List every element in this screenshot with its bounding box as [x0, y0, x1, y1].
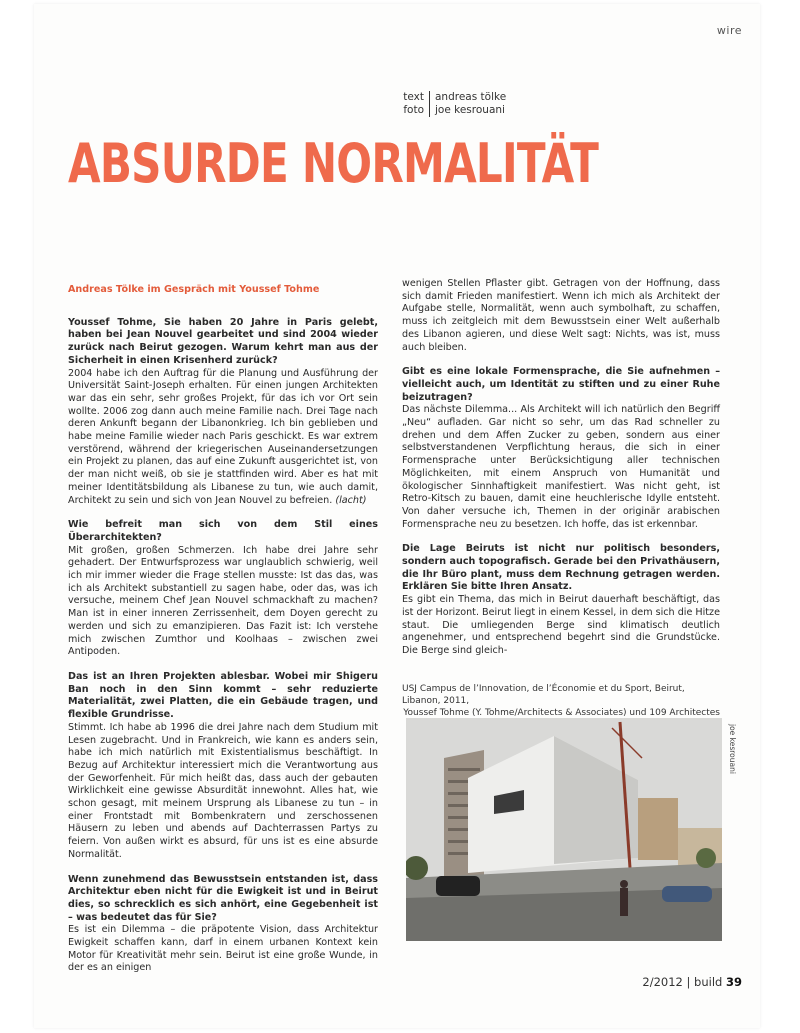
question-2: Wie befreit man sich von dem Stil eines Überarchitekten? [68, 519, 378, 543]
photo-caption [402, 683, 720, 719]
right-column [402, 278, 720, 670]
question-1: Youssef Tohme, Sie haben 20 Jahre in Paris gelebt, haben bei Jean Nouvel gearbeitet und sind 2004 wieder zurück nach Beirut gezogen. Warum kehrt man aus der Sicherheit in einen Krisenherd zurück? [68, 316, 378, 366]
building-photo-illustration [406, 718, 722, 941]
answer-5: Das nächste Dilemma... Als Architekt will ich natürlich den Begriff „Neu“ aufladen. Gar nicht so sehr, um das Rad schneller zu drehen und dem Affen Zucker zu geben, sondern aus einer selbstverstandenen Verpflichtung heraus, die sich in einer Formensprache unter Berücksichtigung aller technischen Möglichkeiten, mit einem Anspruch von Humanität und ökologischer Sinnhaftigkeit manifestiert. Was nicht geht, ist Retro-Kitsch zu bauen, damit eine heuchlerische Idylle entsteht. Von daher versuche ich, Themen in der originär arabischen Formensprache neu zu besetzen. Ich hoffe, das ist erkennbar. [402, 404, 720, 530]
question-4: Wenn zunehmend das Bewusstsein entstanden ist, dass Architektur eben nicht für die Ewigkeit ist und in Beirut dies, so schrecklich es sich anhört, eine Gegebenheit ist – was bedeutet das für Sie? [68, 873, 378, 923]
intro-line: Andreas Tölke im Gespräch mit Youssef Tohme [68, 284, 320, 295]
answer-4-continued: wenigen Stellen Pflaster gibt. Getragen von der Hoffnung, dass sich damit Frieden manifestiert. Wenn ich mich als Architekt der Aufgabe stelle, Normalität, wenn auch symbolhaft, zu schaffen, muss ich zeitgleich mit dem Bewusstsein einer Welt außerhalb des Libanon agieren, und diese Welt sagt: Nichts, was ist, muss auch bleiben. [402, 278, 720, 353]
answer-2: Mit großen, großen Schmerzen. Ich habe drei Jahre sehr gehadert. Der Entwurfsprozess war unglaublich schwierig, weil ich mir immer wieder die Frage stellen musste: Ist das das, was ich als Architekt substantiell zu sagen habe, oder das, was ich versuche, meinem Chef Jean Nouvel schmackhaft zu machen? Man ist in einer inneren Zerrissenheit, dem Doyen gerecht zu werden und sich zu emanzipieren. Das Fazit ist: Ich verstehe mich zwischen Zumthor und Koolhaas – zwischen zwei Antipoden. [68, 544, 378, 658]
page-number: 39 [725, 975, 742, 989]
answer-3: Stimmt. Ich habe ab 1996 die drei Jahre nach dem Studium mit Lesen zugebracht. Und in Frankreich, wie kann es anders sein, habe ich mich natürlich mit Existentialismus beschäftigt. In Bezug auf Architektur interessiert mich die Verantwortung aus der Geworfenheit. Für mich heißt das, dass auch der gebauten Wirklichkeit eine gewisse Absurdität innewohnt. Alles hat, wie schon gesagt, mit meinem Ursprung als Libanese zu tun – in einer Frontstadt mit Bombenkratern und zerschossenen Häusern zu leben und abends auf Dachterrassen Partys zu feiern. Von außen wirkt es absurd, für uns ist es eine absurde Normalität. [68, 721, 378, 860]
question-5: Gibt es eine lokale Formensprache, die Sie aufnehmen – vielleicht auch, um Identität zu stiften und zu einer Ruhe beizutragen? [402, 366, 720, 403]
answer-1-aside: (lacht) [335, 494, 367, 506]
issue-label: 2/2012 | build [642, 975, 723, 989]
answer-6: Es gibt ein Thema, das mich in Beirut dauerhaft beschäftigt, das ist der Horizont. Beirut liegt in einem Kessel, in dem sich die Hitze staut. Die umliegenden Berge sind klimatisch deutlich angenehmer, und entsprechend begehrt sind die Grundstücke. Die Berge sind gleich- [402, 594, 720, 656]
caption-line-1: USJ Campus de l’Innovation, de l’Économie et du Sport, Beirut, Libanon, 2011, [402, 684, 685, 706]
credit-text-value: andreas tölke [435, 91, 507, 103]
credit-text-label: text [400, 91, 430, 104]
page-folio [642, 975, 742, 989]
credit-photo-label: foto [400, 104, 430, 117]
answer-4: Es ist ein Dilemma – die präpotente Vision, dass Architektur Ewigkeit schaffen kann, darf in einem urbanen Kontext kein Motor für Kreativität mehr sein. Beirut ist eine große Wunde, in der es an einigen [68, 924, 378, 974]
question-3: Das ist an Ihren Projekten ablesbar. Wobei mir Shigeru Ban noch in den Sinn kommt – sehr reduzierte Materialität, zwei Platten, die ein Gebäude tragen, und flexible Grundrisse. [68, 670, 378, 721]
left-column [68, 278, 378, 987]
section-tag: wire [716, 24, 742, 37]
caption-line-2: Youssef Tohme (Y. Tohme/Architects & Associates) und 109 Architectes [403, 708, 720, 718]
credits [400, 91, 506, 117]
magazine-page [34, 4, 760, 1028]
answer-1: 2004 habe ich den Auftrag für die Planung und Ausführung der Universität Saint-Joseph erhalten. Für einen jungen Architekten war das ein sehr, sehr großes Projekt, für das ich vor Ort sein wollte. 2006 zog dann auch meine Familie nach. Drei Tage nach deren Ankunft begann der Libanonkrieg. Ich bin geblieben und habe meine Familie wieder nach Paris geschickt. Es war extrem verstörend, während der kriegerischen Auseinandersetzungen ein Projekt zu planen, das auf eine Zukunft ausgerichtet ist, von der man nicht weiß, ob sie je stattfinden wird. Aber es hat mit meiner Identitätsbildung als Libanese zu tun, wie auch damit, Architekt zu sein und sich von Jean Nouvel zu befreien. (lacht) [68, 367, 378, 506]
question-6: Die Lage Beiruts ist nicht nur politisch besonders, sondern auch topografisch. Gerade bei den Privathäusern, die Ihr Büro plant, muss dem Rechnung getragen werden. Erklären Sie bitte Ihren Ansatz. [402, 543, 720, 593]
credit-photo-value: joe kesrouani [435, 104, 505, 116]
building-photo [406, 718, 722, 941]
headline: ABSURDE NORMALITÄT [68, 132, 599, 195]
photo-credit: joe kesrouani [728, 724, 737, 774]
